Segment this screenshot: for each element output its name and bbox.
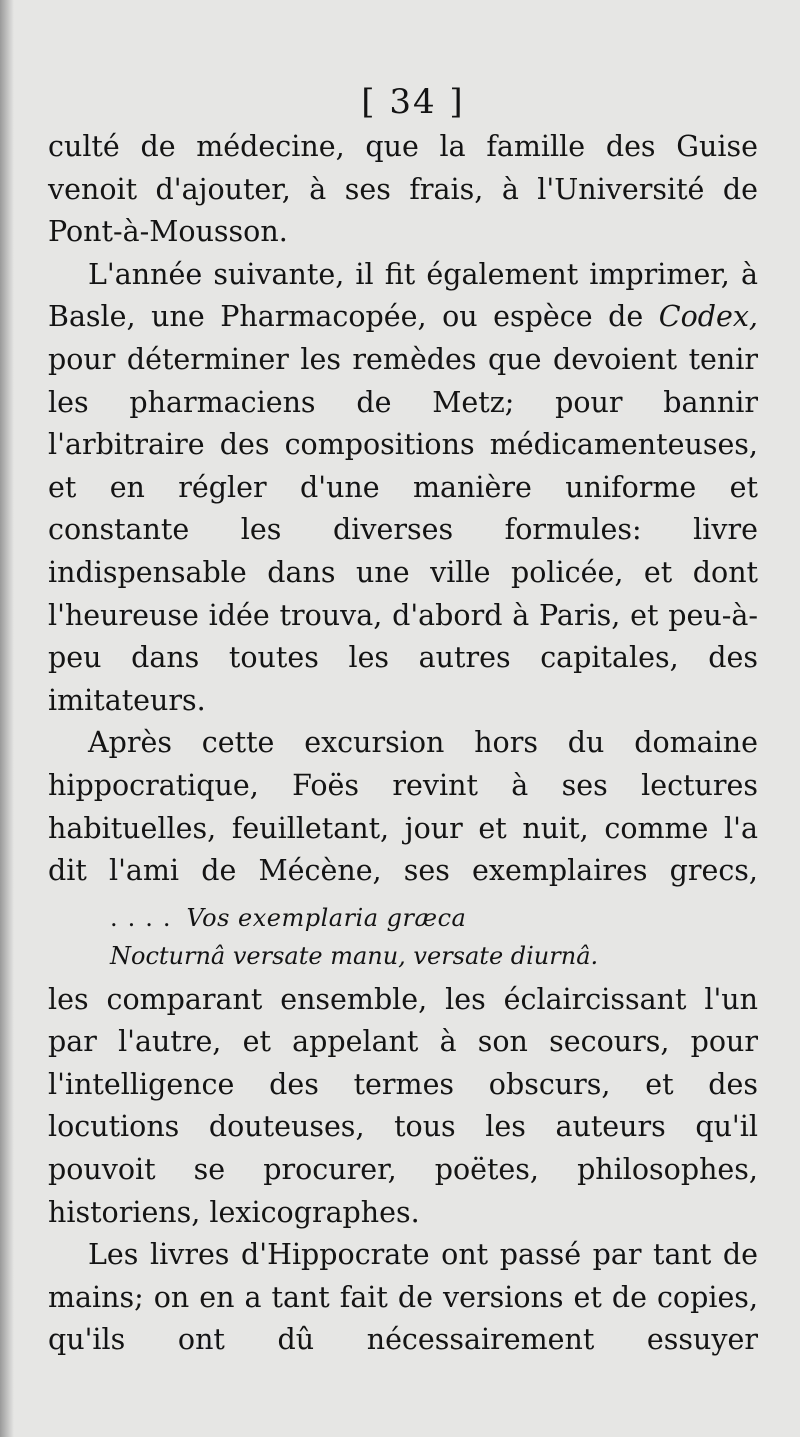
quotation-line-1 [48, 899, 758, 937]
italic-codex: Codex, [658, 300, 758, 334]
paragraph-text-after-italic: pour déterminer les remèdes que devoient tenir les pharmaciens de Metz; pour bannir l'arbitraire des compositions médicamenteuses, et en régler d'une manière uniforme et constante les diverses formules: livre indispensable dans une ville policée, et dont l'heureuse idée trouva, d'abord à Paris, et peu-à-peu dans toutes les autres capitales, des imitateurs. [48, 342, 758, 717]
paragraph-excursion: Après cette excursion hors du domaine hippocratique, Foës revint à ses lectures habituelles, feuilletant, jour et nuit, comme l'a dit l'ami de Mécène, ses exemplaires grecs, [48, 726, 758, 888]
paragraph-continued: culté de médecine, que la famille des Guise venoit d'ajouter, à ses frais, à l'Université de Pont-à-Mousson. [48, 130, 758, 249]
paragraph-text-before-italic: L'année suivante, il fit également imprimer, à Basle, une Pharmacopée, ou espèce de [48, 257, 758, 334]
page-number: [ 34 ] [361, 82, 465, 122]
quotation-line-2: Nocturnâ versate manu, versate diurnâ. [110, 941, 599, 970]
paragraph-pharmacopee [48, 254, 758, 723]
quotation-ellipsis: .... [110, 903, 181, 932]
paragraph-continuation: les comparant ensemble, les éclaircissant l'un par l'autre, et appelant à son secours, pour l'intelligence des termes obscurs, et des locutions douteuses, tous les auteurs qu'il pouvoit se procurer, poëtes, philosophes, historiens, lexicographes. [48, 982, 758, 1229]
quotation-line-1-text: Vos exemplaria græca [186, 903, 467, 932]
page-body-continued [48, 979, 758, 1362]
latin-quotation [48, 899, 758, 975]
page-body [48, 126, 758, 893]
paragraph-final: Les livres d'Hippocrate ont passé par tant de mains; on en a tant fait de versions et de copies, qu'ils ont dû nécessairement essuyer [48, 1238, 758, 1357]
